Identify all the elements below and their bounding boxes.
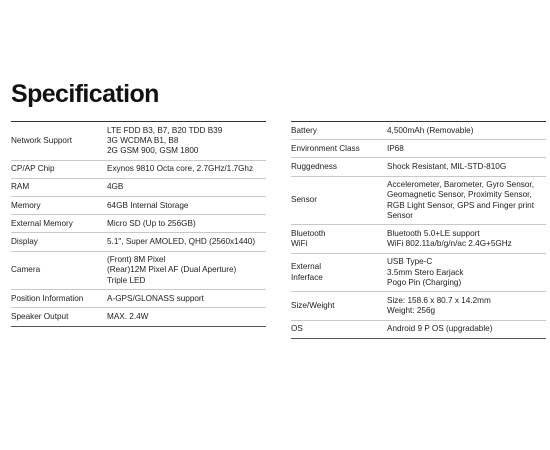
spec-label-line: Memory (11, 200, 41, 210)
spec-label (291, 320, 387, 338)
spec-value-line: MAX. 2.4W (107, 311, 149, 321)
spec-value (387, 122, 546, 140)
spec-value (107, 290, 266, 308)
spec-value-line: Bluetooth 5.0+LE support (387, 228, 480, 238)
spec-value-line: Weight: 256g (387, 306, 436, 316)
spec-value-line: Micro SD (Up to 256GB) (107, 218, 196, 228)
spec-row (11, 290, 266, 308)
spec-label (11, 215, 107, 233)
spec-label (291, 225, 387, 253)
spec-row (291, 320, 546, 338)
spec-label (291, 122, 387, 140)
spec-value-line: 4,500mAh (Removable) (387, 125, 474, 135)
spec-value-line: 2G GSM 900, GSM 1800 (107, 145, 199, 155)
spec-value-line: A-GPS/GLONASS support (107, 293, 204, 303)
spec-row (291, 158, 546, 176)
spec-value (387, 320, 546, 338)
spec-row (11, 215, 266, 233)
spec-label-line: Display (11, 236, 38, 246)
spec-value (387, 292, 546, 320)
spec-value-line: 3G WCDMA B1, B8 (107, 135, 179, 145)
spec-table-right (291, 121, 546, 339)
spec-label (291, 158, 387, 176)
spec-label-line: WiFi (291, 239, 308, 249)
spec-label-line: Network Support (11, 135, 72, 145)
spec-value-line: WiFi 802.11a/b/g/n/ac 2.4G+5GHz (387, 239, 512, 249)
spec-value-line: Shock Resistant, MIL-STD-810G (387, 161, 507, 171)
spec-row (11, 233, 266, 251)
spec-value-line: Pogo Pin (Charging) (387, 277, 462, 287)
spec-value-line: Sensor (387, 210, 413, 220)
spec-row (291, 253, 546, 292)
spec-value-line: LTE FDD B3, B7, B20 TDD B39 (107, 125, 223, 135)
spec-label (11, 197, 107, 215)
spec-value (387, 158, 546, 176)
spec-value (107, 233, 266, 251)
spec-value-line: Size: 158.6 x 80.7 x 14.2mm (387, 295, 491, 305)
spec-value (107, 122, 266, 161)
spec-label (291, 253, 387, 292)
spec-value-line: Geomagnetic Sensor, Proximity Sensor, (387, 190, 532, 200)
spec-value (387, 253, 546, 292)
spec-label-line: Size/Weight (291, 301, 335, 311)
spec-value-line: 4GB (107, 182, 124, 192)
spec-row (11, 122, 266, 161)
spec-value-line: 64GB Internal Storage (107, 200, 189, 210)
spec-label-line: External Memory (11, 218, 73, 228)
spec-table-left (11, 121, 266, 327)
spec-label (11, 160, 107, 178)
spec-row (11, 308, 266, 326)
spec-row (11, 178, 266, 196)
spec-label-line: Battery (291, 125, 317, 135)
spec-value (107, 178, 266, 196)
spec-label-line: External (291, 262, 322, 272)
spec-label (11, 308, 107, 326)
spec-row (11, 251, 266, 290)
spec-label-line: OS (291, 324, 303, 334)
spec-label-line: Speaker Output (11, 311, 69, 321)
spec-value-line: RGB Light Sensor, GPS and Finger print (387, 200, 534, 210)
spec-label-line: CP/AP Chip (11, 164, 55, 174)
spec-label (11, 178, 107, 196)
spec-label (291, 140, 387, 158)
spec-value-line: Android 9 P OS (upgradable) (387, 324, 493, 334)
spec-label (11, 233, 107, 251)
spec-value (107, 251, 266, 290)
spec-value-line: USB Type-C (387, 257, 433, 267)
spec-value-line: Accelerometer, Barometer, Gyro Sensor, (387, 180, 534, 190)
spec-value-line: Exynos 9810 Octa core, 2.7GHz/1.7Ghz (107, 164, 254, 174)
spec-label-line: Environment Class (291, 143, 360, 153)
spec-value-line: IP68 (387, 143, 404, 153)
spec-row (291, 122, 546, 140)
spec-label (11, 251, 107, 290)
spec-value (387, 176, 546, 225)
spec-value-line: Triple LED (107, 275, 146, 285)
spec-value (387, 225, 546, 253)
spec-value (387, 140, 546, 158)
spec-label-line: Camera (11, 265, 41, 275)
spec-value-line: 3.5mm Stero Earjack (387, 267, 464, 277)
spec-label-line: Bluetooth (291, 228, 326, 238)
spec-label-line: RAM (11, 182, 30, 192)
spec-row (11, 197, 266, 215)
spec-label (291, 176, 387, 225)
spec-value-line: (Rear)12M Pixel AF (Dual Aperture) (107, 265, 237, 275)
spec-label (11, 290, 107, 308)
spec-label-line: Ruggedness (291, 161, 337, 171)
spec-row (291, 176, 546, 225)
spec-value (107, 197, 266, 215)
spec-row (291, 292, 546, 320)
spec-row (291, 225, 546, 253)
spec-value (107, 160, 266, 178)
spec-value-line: (Front) 8M Pixel (107, 255, 166, 265)
spec-label-line: Sensor (291, 195, 317, 205)
spec-value-line: 5.1", Super AMOLED, QHD (2560x1440) (107, 236, 256, 246)
spec-value (107, 308, 266, 326)
spec-row (11, 160, 266, 178)
spec-label-line: Position Information (11, 293, 84, 303)
spec-row (291, 140, 546, 158)
spec-label (291, 292, 387, 320)
spec-label-line: Inferface (291, 272, 323, 282)
spec-label (11, 122, 107, 161)
spec-value (107, 215, 266, 233)
page-title: Specification (11, 80, 159, 108)
